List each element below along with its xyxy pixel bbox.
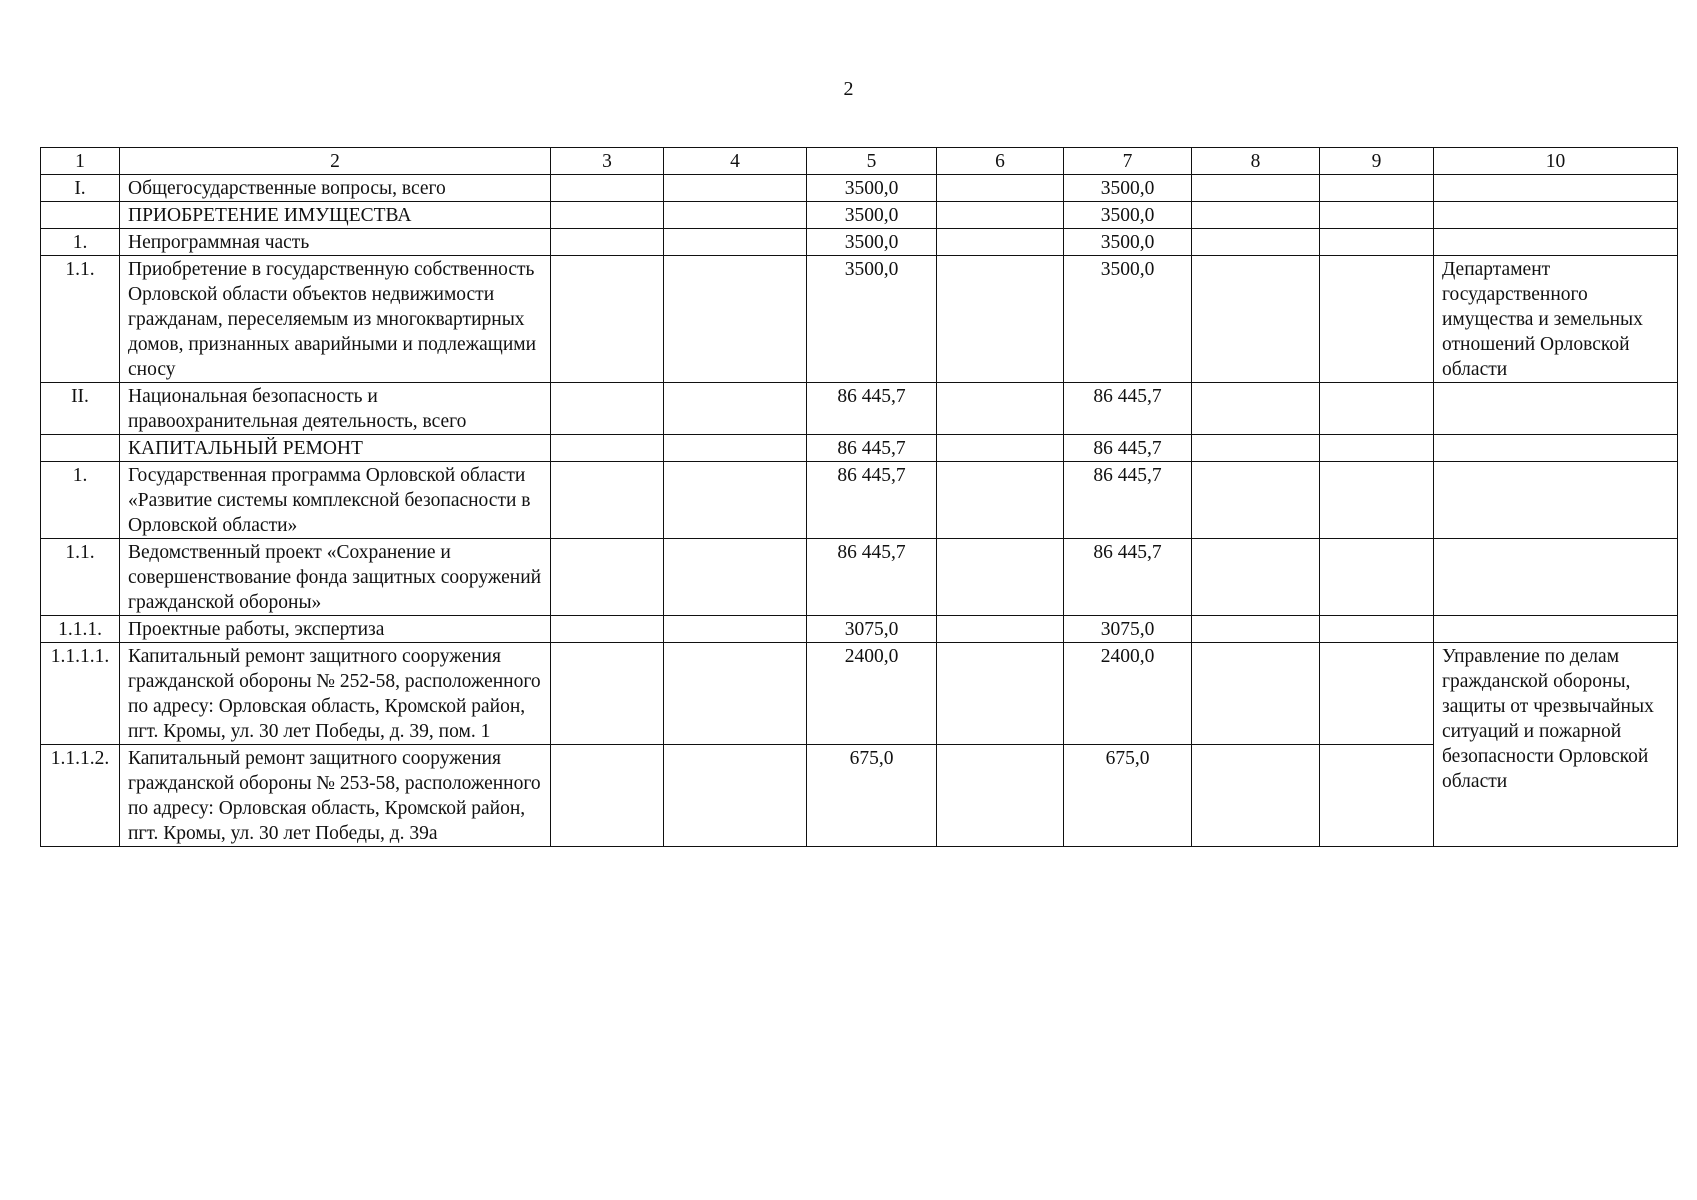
- col7-cell: 2400,0: [1064, 643, 1192, 745]
- col5-cell: 86 445,7: [807, 462, 937, 539]
- row-number-cell: II.: [41, 383, 120, 435]
- responsible-cell: [1434, 383, 1678, 435]
- col9-cell: [1320, 745, 1434, 847]
- col7-cell: 3500,0: [1064, 202, 1192, 229]
- col8-cell: [1192, 202, 1320, 229]
- col4-cell: [664, 229, 807, 256]
- col5-cell: 675,0: [807, 745, 937, 847]
- col6-cell: [937, 229, 1064, 256]
- header-row: [41, 148, 1678, 175]
- col5-cell: 3500,0: [807, 175, 937, 202]
- col9-cell: [1320, 643, 1434, 745]
- col9-cell: [1320, 229, 1434, 256]
- col8-cell: [1192, 616, 1320, 643]
- col6-cell: [937, 256, 1064, 383]
- col4-cell: [664, 256, 807, 383]
- row-name-cell: Ведомственный проект «Сохранение и совершенствование фонда защитных сооружений гражданской обороны»: [120, 539, 551, 616]
- header-cell: 5: [807, 148, 937, 175]
- col8-cell: [1192, 383, 1320, 435]
- header-cell: 4: [664, 148, 807, 175]
- responsible-cell: Управление по делам гражданской обороны, защиты от чрезвычайных ситуаций и пожарной безопасности Орловской области: [1434, 643, 1678, 847]
- table-row: [41, 202, 1678, 229]
- col9-cell: [1320, 175, 1434, 202]
- row-number-cell: [41, 202, 120, 229]
- col4-cell: [664, 175, 807, 202]
- col9-cell: [1320, 256, 1434, 383]
- col9-cell: [1320, 435, 1434, 462]
- col8-cell: [1192, 745, 1320, 847]
- responsible-cell: [1434, 539, 1678, 616]
- col3-cell: [551, 256, 664, 383]
- row-number-cell: 1.1.1.2.: [41, 745, 120, 847]
- responsible-cell: Департамент государственного имущества и земельных отношений Орловской области: [1434, 256, 1678, 383]
- col6-cell: [937, 616, 1064, 643]
- col9-cell: [1320, 202, 1434, 229]
- col3-cell: [551, 462, 664, 539]
- row-name-cell: Проектные работы, экспертиза: [120, 616, 551, 643]
- col9-cell: [1320, 616, 1434, 643]
- col7-cell: 3500,0: [1064, 256, 1192, 383]
- col3-cell: [551, 229, 664, 256]
- col3-cell: [551, 539, 664, 616]
- col3-cell: [551, 643, 664, 745]
- header-cell: 3: [551, 148, 664, 175]
- col5-cell: 2400,0: [807, 643, 937, 745]
- header-cell: 9: [1320, 148, 1434, 175]
- header-cell: 6: [937, 148, 1064, 175]
- col8-cell: [1192, 435, 1320, 462]
- col3-cell: [551, 616, 664, 643]
- header-cell: 8: [1192, 148, 1320, 175]
- col4-cell: [664, 202, 807, 229]
- col7-cell: 3500,0: [1064, 229, 1192, 256]
- col3-cell: [551, 745, 664, 847]
- table-row: [41, 229, 1678, 256]
- table-row: [41, 435, 1678, 462]
- col8-cell: [1192, 462, 1320, 539]
- table-row: [41, 539, 1678, 616]
- row-name-cell: Общегосударственные вопросы, всего: [120, 175, 551, 202]
- row-name-cell: КАПИТАЛЬНЫЙ РЕМОНТ: [120, 435, 551, 462]
- col4-cell: [664, 745, 807, 847]
- col4-cell: [664, 462, 807, 539]
- table-body: [41, 148, 1678, 847]
- row-number-cell: 1.: [41, 462, 120, 539]
- header-cell: 2: [120, 148, 551, 175]
- col8-cell: [1192, 175, 1320, 202]
- col3-cell: [551, 435, 664, 462]
- col6-cell: [937, 175, 1064, 202]
- col6-cell: [937, 435, 1064, 462]
- row-name-cell: Капитальный ремонт защитного сооружения гражданской обороны № 252-58, расположенного по адресу: Орловская область, Кромской район, пгт. Кромы, ул. 30 лет Победы, д. 39, пом. 1: [120, 643, 551, 745]
- row-number-cell: [41, 435, 120, 462]
- row-number-cell: 1.1.: [41, 256, 120, 383]
- col7-cell: 675,0: [1064, 745, 1192, 847]
- col4-cell: [664, 435, 807, 462]
- responsible-cell: [1434, 616, 1678, 643]
- row-number-cell: 1.1.1.1.: [41, 643, 120, 745]
- responsible-cell: [1434, 435, 1678, 462]
- col9-cell: [1320, 462, 1434, 539]
- col7-cell: 3500,0: [1064, 175, 1192, 202]
- col6-cell: [937, 643, 1064, 745]
- responsible-cell: [1434, 229, 1678, 256]
- col5-cell: 3075,0: [807, 616, 937, 643]
- row-name-cell: ПРИОБРЕТЕНИЕ ИМУЩЕСТВА: [120, 202, 551, 229]
- col7-cell: 86 445,7: [1064, 462, 1192, 539]
- col9-cell: [1320, 539, 1434, 616]
- table-row: [41, 616, 1678, 643]
- row-name-cell: Национальная безопасность и правоохранительная деятельность, всего: [120, 383, 551, 435]
- col6-cell: [937, 202, 1064, 229]
- row-name-cell: Капитальный ремонт защитного сооружения гражданской обороны № 253-58, расположенного по адресу: Орловская область, Кромской район, пгт. Кромы, ул. 30 лет Победы, д. 39а: [120, 745, 551, 847]
- col6-cell: [937, 383, 1064, 435]
- responsible-cell: [1434, 175, 1678, 202]
- col9-cell: [1320, 383, 1434, 435]
- col7-cell: 86 445,7: [1064, 383, 1192, 435]
- table-row: [41, 383, 1678, 435]
- row-name-cell: Непрограммная часть: [120, 229, 551, 256]
- row-number-cell: 1.: [41, 229, 120, 256]
- col5-cell: 3500,0: [807, 202, 937, 229]
- page-number: 2: [843, 78, 854, 100]
- col5-cell: 86 445,7: [807, 383, 937, 435]
- col8-cell: [1192, 256, 1320, 383]
- col4-cell: [664, 383, 807, 435]
- row-number-cell: I.: [41, 175, 120, 202]
- col5-cell: 3500,0: [807, 229, 937, 256]
- table-row: [41, 745, 1678, 847]
- responsible-cell: [1434, 462, 1678, 539]
- col8-cell: [1192, 539, 1320, 616]
- col4-cell: [664, 616, 807, 643]
- header-cell: 1: [41, 148, 120, 175]
- col4-cell: [664, 643, 807, 745]
- col7-cell: 86 445,7: [1064, 539, 1192, 616]
- col7-cell: 86 445,7: [1064, 435, 1192, 462]
- table-row: [41, 462, 1678, 539]
- table-row: [41, 643, 1678, 745]
- row-number-cell: 1.1.1.: [41, 616, 120, 643]
- col6-cell: [937, 745, 1064, 847]
- row-name-cell: Приобретение в государственную собственность Орловской области объектов недвижимости гражданам, переселяемым из многоквартирных домов, признанных аварийными и подлежащими сносу: [120, 256, 551, 383]
- col8-cell: [1192, 229, 1320, 256]
- header-cell: 10: [1434, 148, 1678, 175]
- col8-cell: [1192, 643, 1320, 745]
- header-cell: 7: [1064, 148, 1192, 175]
- col7-cell: 3075,0: [1064, 616, 1192, 643]
- col5-cell: 3500,0: [807, 256, 937, 383]
- col4-cell: [664, 539, 807, 616]
- col6-cell: [937, 462, 1064, 539]
- table-row: [41, 256, 1678, 383]
- responsible-cell: [1434, 202, 1678, 229]
- col3-cell: [551, 383, 664, 435]
- table-row: [41, 175, 1678, 202]
- col3-cell: [551, 175, 664, 202]
- row-name-cell: Государственная программа Орловской области «Развитие системы комплексной безопасности в Орловской области»: [120, 462, 551, 539]
- col3-cell: [551, 202, 664, 229]
- col5-cell: 86 445,7: [807, 435, 937, 462]
- col6-cell: [937, 539, 1064, 616]
- budget-table: [40, 147, 1678, 847]
- row-number-cell: 1.1.: [41, 539, 120, 616]
- col5-cell: 86 445,7: [807, 539, 937, 616]
